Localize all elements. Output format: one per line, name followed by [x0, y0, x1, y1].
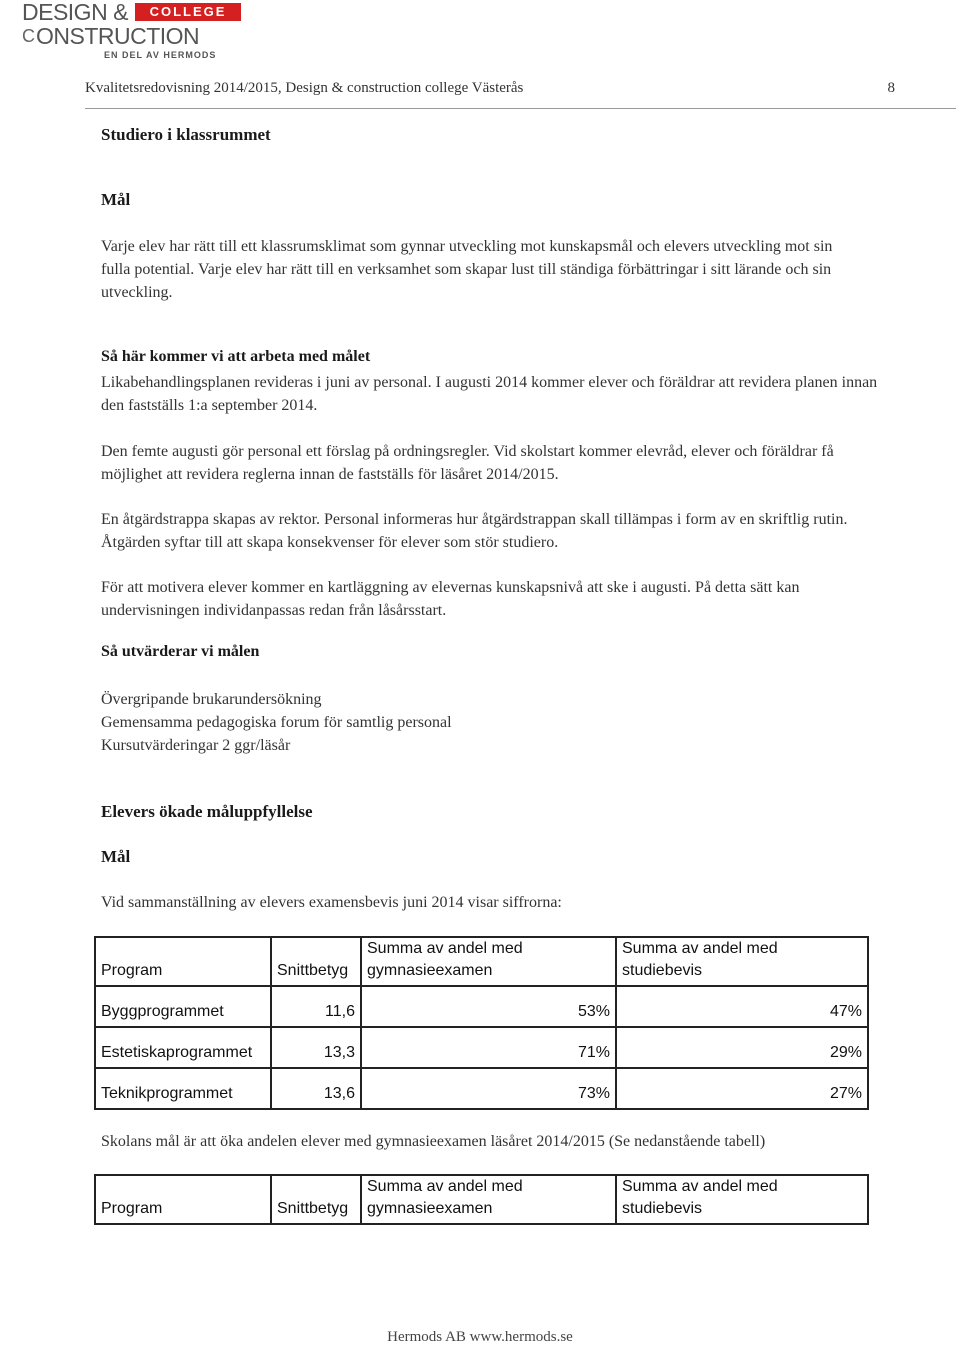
goal-statement: Skolans mål är att öka andelen elever med gymnasieexamen läsåret 2014/2015 (Se nedanstående tabell)	[101, 1133, 766, 1150]
table-row	[95, 1027, 868, 1068]
college-logo	[22, 0, 227, 62]
cell-program: Estetiskaprogrammet	[95, 1027, 271, 1068]
cell-snittbetyg: 13,3	[271, 1027, 361, 1068]
cell-studiebevis: 27%	[616, 1068, 868, 1109]
work-paragraph-1: Likabehandlingsplanen revideras i juni av personal. I augusti 2014 kommer elever och föräldrar att revidera planen innan den fastställs 1:a september 2014.	[101, 374, 878, 414]
section-title-studiero: Studiero i klassrummet	[101, 125, 271, 144]
work-heading: Så här kommer vi att arbeta med målet	[101, 348, 371, 365]
table-header-row	[95, 937, 868, 986]
cell-gymnasieexamen: 53%	[361, 986, 616, 1027]
header-cell: Program	[95, 937, 271, 986]
eval-list	[101, 688, 881, 757]
list-item: Övergripande brukarundersökning	[101, 691, 322, 708]
cell-snittbetyg: 13,6	[271, 1068, 361, 1109]
cell-gymnasieexamen: 73%	[361, 1068, 616, 1109]
header-cell: Summa av andel med gymnasieexamen	[361, 937, 616, 986]
page-number: 8	[887, 80, 895, 96]
header-cell: Summa av andel med gymnasieexamen	[361, 1175, 616, 1224]
list-item: Gemensamma pedagogiska forum för samtlig personal	[101, 714, 452, 731]
cell-gymnasieexamen: 71%	[361, 1027, 616, 1068]
header-cell: Snittbetyg	[271, 1175, 361, 1224]
logo-badge: COLLEGE	[135, 3, 241, 21]
logo-mark: C	[22, 26, 35, 46]
table-row	[95, 986, 868, 1027]
header-cell: Summa av andel med studiebevis	[616, 937, 868, 986]
header-divider	[85, 108, 956, 109]
cell-program: Byggprogrammet	[95, 986, 271, 1027]
cell-snittbetyg: 11,6	[271, 986, 361, 1027]
header-cell: Summa av andel med studiebevis	[616, 1175, 868, 1224]
work-paragraph-4: För att motivera elever kommer en kartläggning av elevernas kunskapsnivå att ske i augusti. På detta sätt kan undervisningen individanpassas redan från låsårsstart.	[101, 579, 800, 619]
header-title: Kvalitetsredovisning 2014/2015, Design & construction college Västerås	[85, 80, 524, 96]
target-table	[94, 1174, 869, 1225]
goal-heading-2: Mål	[101, 847, 131, 866]
page-footer: Hermods AB www.hermods.se	[387, 1329, 573, 1345]
section-title-maluppfyllelse: Elevers ökade måluppfyllelse	[101, 802, 313, 821]
list-item: Kursutvärderingar 2 ggr/läsår	[101, 737, 291, 754]
table-row	[95, 1068, 868, 1109]
work-paragraph-3: En åtgärdstrappa skapas av rektor. Personal informeras hur åtgärdstrappan skall tillämpas i form av en skriftlig rutin. Åtgärden syftar till att skapa konsekvenser för elever som stör studiero.	[101, 511, 848, 551]
logo-line2: ONSTRUCTION	[36, 23, 200, 49]
results-table	[94, 936, 869, 1110]
work-paragraph-2: Den femte augusti gör personal ett förslag på ordningsregler. Vid skolstart kommer elevråd, elever och föräldrar få möjlighet att revidera reglerna innan de fastställs för läsåret 2014/2015.	[101, 443, 834, 483]
goal-heading-1: Mål	[101, 190, 131, 209]
table-header-row	[95, 1175, 868, 1224]
cell-program: Teknikprogrammet	[95, 1068, 271, 1109]
header-cell: Program	[95, 1175, 271, 1224]
goal-text-1: Varje elev har rätt till ett klassrumsklimat som gynnar utveckling mot kunskapsmål och elevers utveckling mot sin fulla potential. Varje elev har rätt till en verksamhet som skapar lust till ständiga förbättringar i sitt lärande och sin utveckling.	[101, 238, 833, 301]
eval-heading: Så utvärderar vi målen	[101, 643, 260, 660]
logo-line1: DESIGN &	[22, 0, 128, 25]
logo-line3: EN DEL AV HERMODS	[104, 50, 217, 60]
cell-studiebevis: 47%	[616, 986, 868, 1027]
table-intro: Vid sammanställning av elevers examensbevis juni 2014 visar siffrorna:	[101, 894, 562, 911]
cell-studiebevis: 29%	[616, 1027, 868, 1068]
header-cell: Snittbetyg	[271, 937, 361, 986]
